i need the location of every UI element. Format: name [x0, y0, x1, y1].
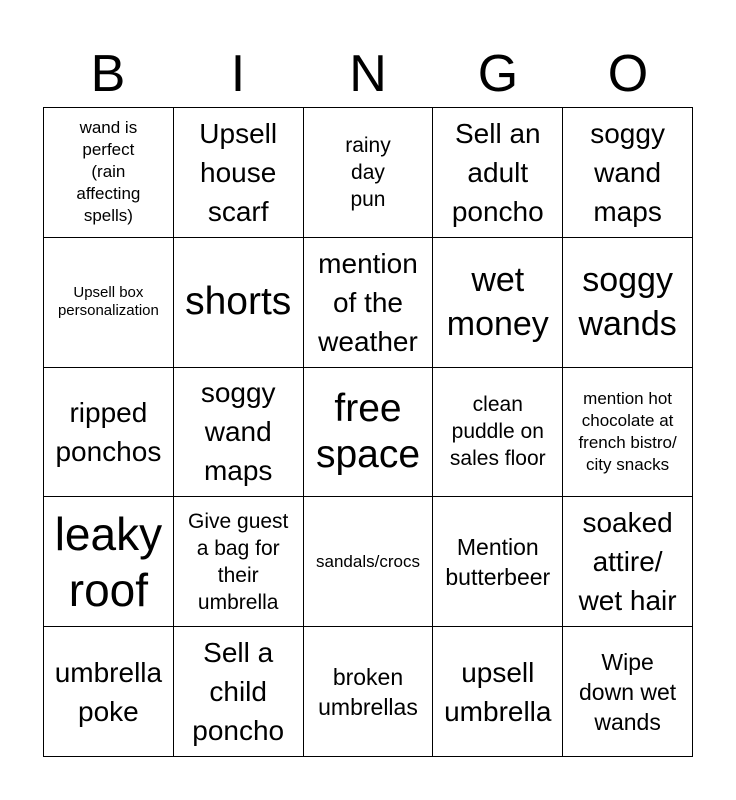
cell-text: wet money: [446, 261, 549, 344]
cell-text: broken umbrellas: [318, 663, 418, 720]
bingo-cell[interactable]: [304, 627, 434, 757]
bingo-cell[interactable]: [563, 238, 693, 368]
bingo-cell[interactable]: [433, 368, 563, 498]
bingo-cell[interactable]: [433, 497, 563, 627]
cell-text: mention of the weather: [318, 247, 418, 357]
bingo-board: [43, 107, 693, 757]
bingo-cell[interactable]: [174, 368, 304, 498]
bingo-cell[interactable]: [563, 368, 693, 498]
cell-text: rainy day pun: [345, 133, 391, 211]
cell-text: soaked attire/ wet hair: [578, 507, 677, 617]
cell-text: Upsell box personalization: [57, 284, 159, 320]
bingo-cell[interactable]: [563, 108, 693, 238]
cell-text: Mention butterbeer: [445, 533, 551, 590]
header-letter-n: N: [349, 45, 387, 103]
cell-text: free space: [315, 386, 421, 476]
bingo-cell[interactable]: [304, 238, 434, 368]
header-letter-o: O: [607, 45, 649, 103]
bingo-cell[interactable]: [174, 238, 304, 368]
cell-text: shorts: [185, 280, 292, 324]
bingo-cell[interactable]: [304, 497, 434, 627]
cell-text: Upsell house scarf: [199, 117, 278, 227]
bingo-cell[interactable]: [44, 627, 174, 757]
cell-text: mention hot chocolate at french bistro/ city snacks: [578, 388, 677, 474]
header-letter-b: B: [90, 45, 126, 103]
bingo-cell[interactable]: [174, 497, 304, 627]
cell-text: Wipe down wet wands: [579, 648, 677, 735]
header-letter-i: I: [230, 45, 246, 103]
cell-text: soggy wands: [578, 261, 677, 344]
bingo-cell[interactable]: [433, 108, 563, 238]
bingo-cell[interactable]: [44, 497, 174, 627]
cell-text: sandals/crocs: [316, 551, 420, 571]
cell-text: wand is perfect (rain affecting spells): [76, 118, 141, 226]
bingo-cell[interactable]: [304, 108, 434, 238]
bingo-header: [43, 40, 693, 108]
bingo-cell[interactable]: [433, 627, 563, 757]
bingo-cell[interactable]: [174, 108, 304, 238]
cell-text: ripped ponchos: [55, 396, 162, 467]
bingo-cell[interactable]: [304, 368, 434, 498]
cell-text: Sell an adult poncho: [451, 117, 544, 227]
cell-text: soggy wand maps: [590, 117, 665, 227]
bingo-cell[interactable]: [433, 238, 563, 368]
cell-text: Give guest a bag for their umbrella: [188, 509, 289, 614]
cell-text: upsell umbrella: [444, 656, 552, 727]
bingo-cell[interactable]: [44, 108, 174, 238]
bingo-cell[interactable]: [563, 497, 693, 627]
header-letter-g: G: [477, 45, 519, 103]
bingo-cell[interactable]: [44, 368, 174, 498]
cell-text: Sell a child poncho: [192, 637, 285, 747]
cell-text: soggy wand maps: [200, 377, 276, 487]
cell-text: leaky roof: [54, 507, 163, 616]
bingo-cell[interactable]: [174, 627, 304, 757]
cell-text: clean puddle on sales floor: [449, 393, 546, 471]
bingo-cell[interactable]: [563, 627, 693, 757]
bingo-cell[interactable]: [44, 238, 174, 368]
cell-text: umbrella poke: [54, 656, 163, 727]
